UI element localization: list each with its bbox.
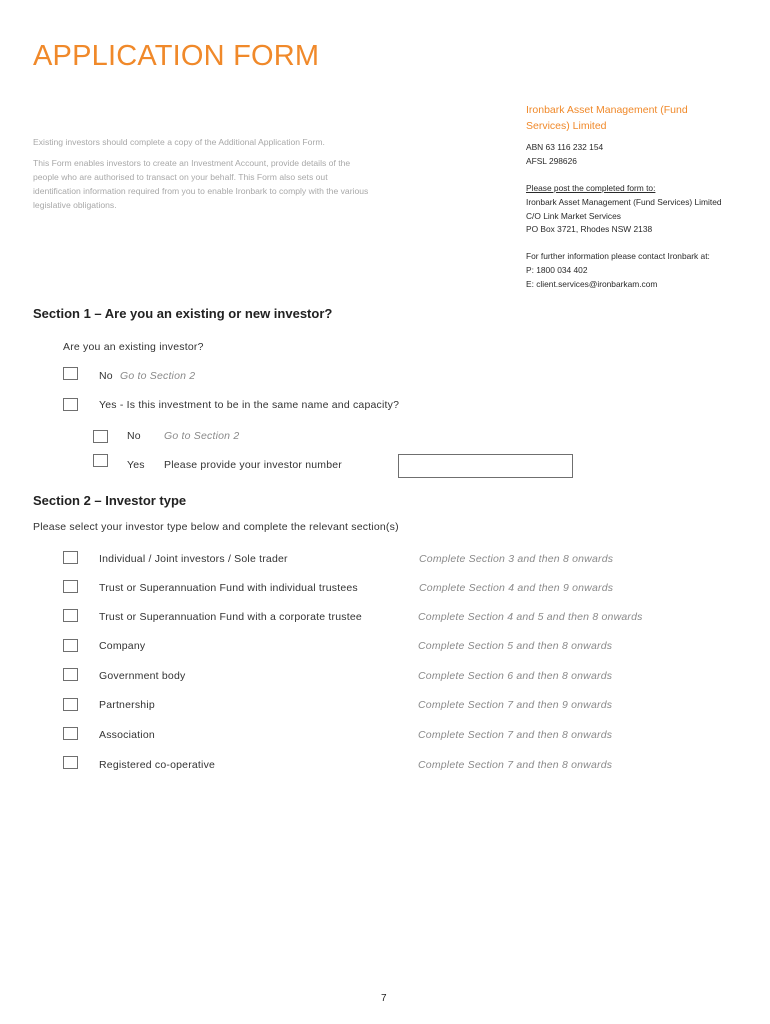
investor-type-instruction: Please select your investor type below and complete the relevant section(s)	[33, 521, 399, 533]
investor-type-hint: Complete Section 4 and 5 and then 8 onwards	[418, 611, 643, 623]
investor-type-hint: Complete Section 6 and then 8 onwards	[418, 670, 613, 682]
same-name-yes-label: Yes	[127, 459, 145, 471]
post-line-1: Ironbark Asset Management (Fund Services) Limited	[526, 196, 722, 207]
contact-phone: P: 1800 034 402	[526, 264, 588, 275]
post-line-3: PO Box 3721, Rhodes NSW 2138	[526, 224, 653, 235]
investor-type-label: Partnership	[99, 699, 155, 711]
investor-type-hint: Complete Section 7 and then 8 onwards	[418, 729, 613, 741]
contact-heading: For further information please contact Ironbark at:	[526, 251, 710, 261]
existing-investor-question: Are you an existing investor?	[63, 341, 204, 353]
contact-details	[526, 250, 710, 291]
investor-type-label: Company	[99, 640, 146, 652]
post-line-2: C/O Link Market Services	[526, 210, 621, 221]
contact-email: E: client.services@ironbarkam.com	[526, 278, 658, 289]
section-2-heading: Section 2 – Investor type	[33, 493, 187, 508]
investor-type-label: Association	[99, 729, 155, 741]
investor-type-label: Registered co-operative	[99, 759, 216, 771]
investor-type-label: Trust or Superannuation Fund with individual trustees	[99, 582, 358, 594]
company-name: Ironbark Asset Management (Fund Services) Limited	[526, 104, 688, 132]
checkbox-same-name-yes[interactable]	[93, 454, 108, 467]
company-registration	[526, 141, 603, 169]
same-name-no-label: No	[127, 430, 141, 442]
checkbox-existing-no[interactable]	[63, 367, 78, 380]
checkbox-investor-type[interactable]	[63, 698, 78, 711]
checkbox-investor-type[interactable]	[63, 639, 78, 652]
checkbox-investor-type[interactable]	[63, 609, 78, 622]
intro-paragraph-1: Existing investors should complete a copy of the Additional Application Form.	[33, 137, 325, 147]
post-heading: Please post the completed form to:	[526, 183, 656, 193]
intro-paragraph-2: This Form enables investors to create an Investment Account, provide details of the people who are authorised to transact on your behalf. This Form also sets out identification information required from you to enable Ironbark to comply with the various legislative obligations.	[33, 158, 369, 210]
existing-no-text: No	[99, 370, 113, 382]
page-title: APPLICATION FORM	[33, 40, 320, 72]
afsl: AFSL 298626	[526, 155, 577, 166]
postal-address	[526, 182, 722, 237]
intro-text	[33, 135, 373, 219]
checkbox-investor-type[interactable]	[63, 580, 78, 593]
checkbox-investor-type[interactable]	[63, 727, 78, 740]
page-number: 7	[381, 993, 387, 1004]
investor-type-label: Trust or Superannuation Fund with a corporate trustee	[99, 611, 362, 623]
investor-type-label: Individual / Joint investors / Sole trader	[99, 553, 288, 565]
investor-type-hint: Complete Section 7 and then 8 onwards	[418, 759, 613, 771]
checkbox-same-name-no[interactable]	[93, 430, 108, 443]
section-1-heading: Section 1 – Are you an existing or new investor?	[33, 306, 333, 321]
existing-yes-label: Yes - Is this investment to be in the same name and capacity?	[99, 399, 400, 411]
abn: ABN 63 116 232 154	[526, 142, 604, 152]
checkbox-investor-type[interactable]	[63, 551, 78, 564]
existing-no-label	[99, 370, 195, 382]
investor-type-hint: Complete Section 7 and then 9 onwards	[418, 699, 613, 711]
investor-number-prompt: Please provide your investor number	[164, 459, 343, 471]
investor-type-label: Government body	[99, 670, 186, 682]
investor-type-hint: Complete Section 4 and then 9 onwards	[419, 582, 614, 594]
investor-type-hint: Complete Section 5 and then 8 onwards	[418, 640, 613, 652]
checkbox-existing-yes[interactable]	[63, 398, 78, 411]
existing-no-hint: Go to Section 2	[119, 370, 196, 382]
investor-number-field[interactable]	[398, 454, 573, 478]
checkbox-investor-type[interactable]	[63, 668, 78, 681]
same-name-no-hint: Go to Section 2	[164, 430, 240, 442]
investor-type-hint: Complete Section 3 and then 8 onwards	[419, 553, 614, 565]
checkbox-investor-type[interactable]	[63, 756, 78, 769]
